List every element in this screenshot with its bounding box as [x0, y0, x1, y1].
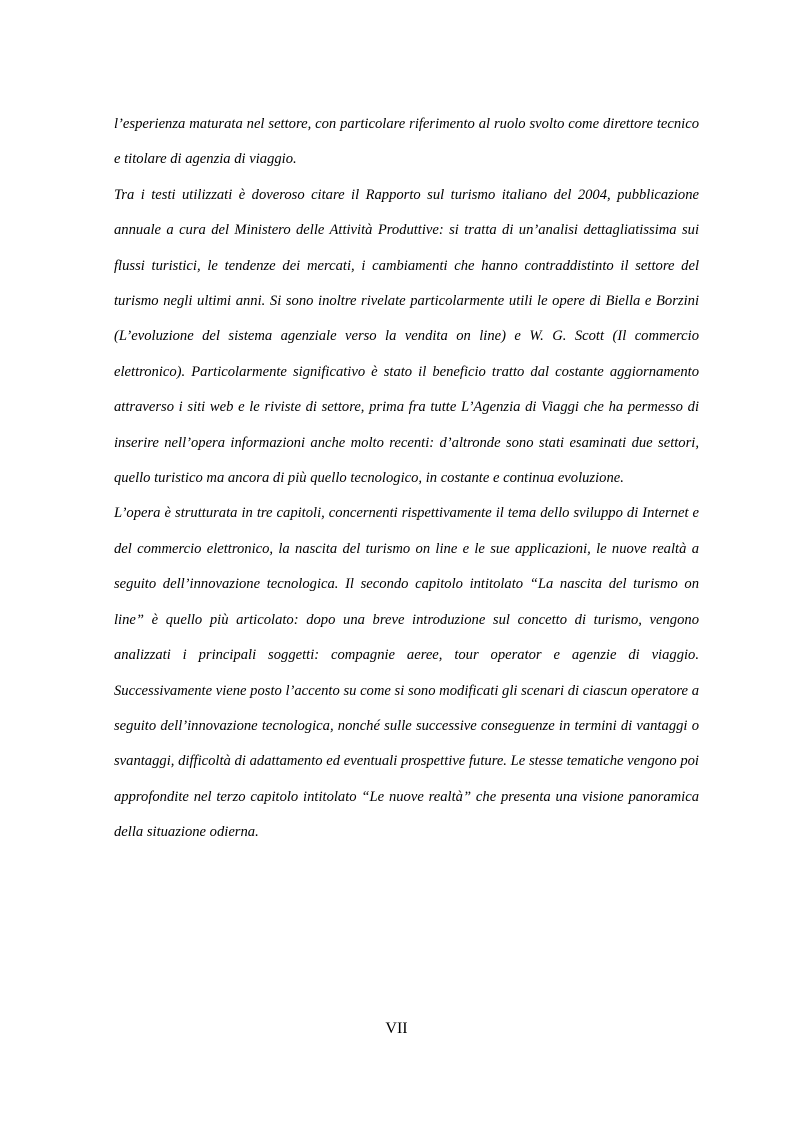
paragraph-experience: l’esperienza maturata nel settore, con particolare riferimento al ruolo svolto come direttore tecnico e titolare di agenzia di viaggio. [114, 116, 699, 168]
paragraph-sources: Tra i testi utilizzati è doveroso citare il Rapporto sul turismo italiano del 2004, pubblicazione annuale a cura del Ministero delle Attività Produttive: si tratta di un’analisi dettagliatissima sui flussi turistici, le tendenze dei mercati, i cambiamenti che hanno contraddistinto il settore del turismo negli ultimi anni. Si sono inoltre rivelate particolarmente utili le opere di Biella e Borzini (L’evoluzione del sistema agenziale verso la vendita on line) e W. G. Scott (Il commercio elettronico). Particolarmente significativo è stato il beneficio tratto dal costante aggiornamento attraverso i siti web e le riviste di settore, prima fra tutte L’Agenzia di Viaggi che ha permesso di inserire nell’opera informazioni anche molto recenti: d’altronde sono stati esaminati due settori, quello turistico ma ancora di più quello tecnologico, in costante e continua evoluzione. [114, 186, 699, 487]
paragraph-structure: L’opera è strutturata in tre capitoli, concernenti rispettivamente il tema dello sviluppo di Internet e del commercio elettronico, la nascita del turismo on line e le sue applicazioni, le nuove realtà a seguito dell’innovazione tecnologica. Il secondo capitolo intitolato “La nascita del turismo on line” è quello più articolato: dopo una breve introduzione sul concetto di turismo, vengono analizzati i principali soggetti: compagnie aeree, tour operator e agenzie di viaggio. Successivamente viene posto l’accento su come si sono modificati gli scenari di ciascun operatore a seguito dell’innovazione tecnologica, nonché sulle successive conseguenze in termini di vantaggi o svantaggi, difficoltà di adattamento ed eventuali prospettive future. Le stesse tematiche vengono poi approfondite nel terzo capitolo intitolato “Le nuove realtà” che presenta una visione panoramica della situazione odierna. [114, 505, 699, 841]
page-body [114, 107, 699, 851]
page-number: VII [385, 1020, 408, 1037]
